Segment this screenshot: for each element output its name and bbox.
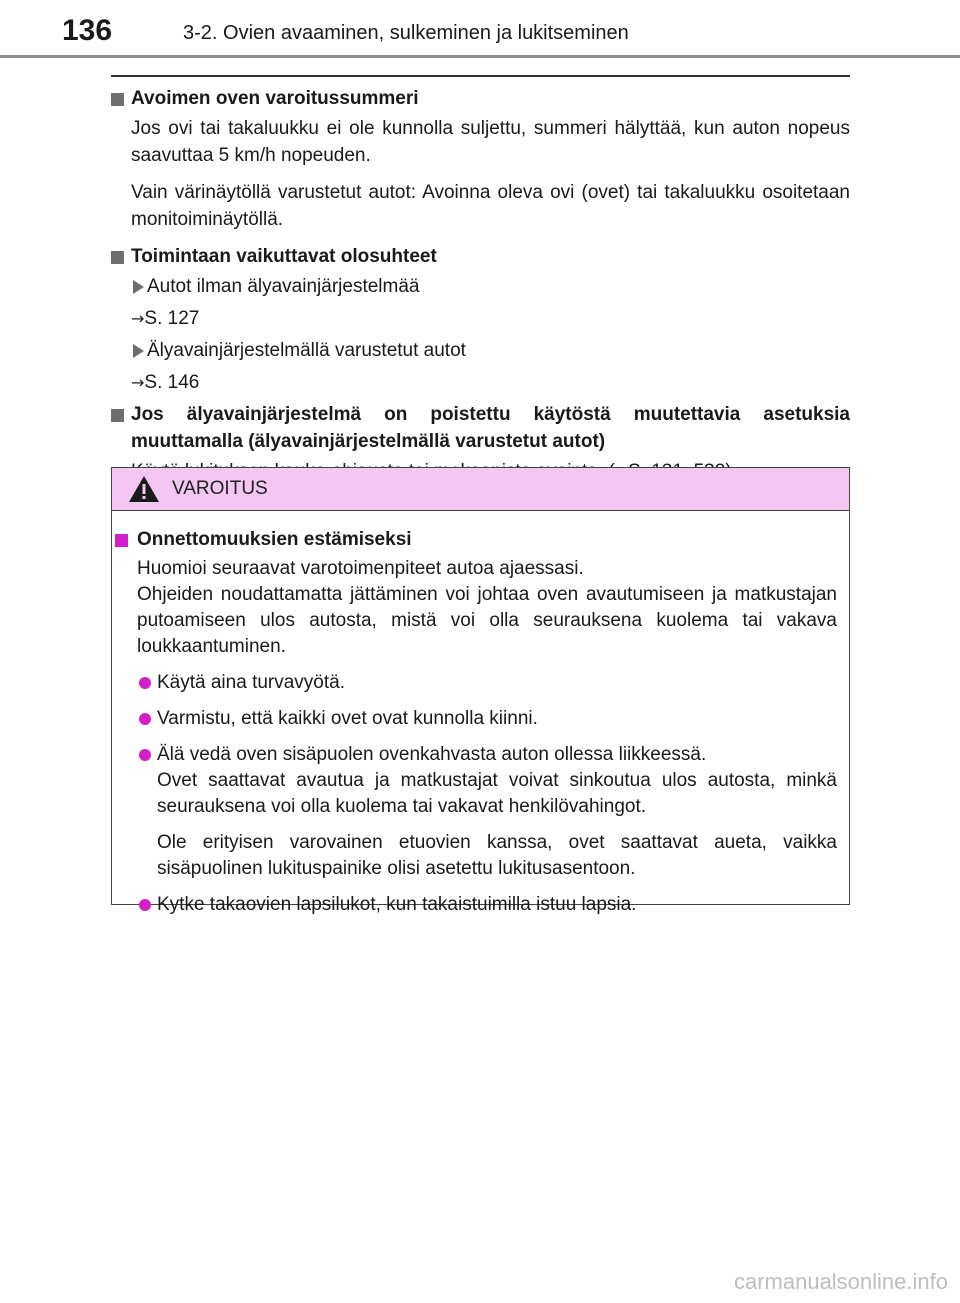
list-item-text: Autot ilman älyavainjärjestelmää	[147, 276, 420, 297]
arrow-icon: →	[131, 373, 145, 392]
square-bullet-icon	[111, 93, 124, 106]
arrow-icon: →	[131, 309, 145, 328]
paragraph: Ohjeiden noudattamatta jättäminen voi johtaa oven avautumiseen ja matkustajan putoamiseen ulos autosta, mistä voi olla seurauksena kuolema tai vakava loukkaantuminen.	[137, 584, 837, 657]
page-reference[interactable]	[111, 369, 850, 396]
section-title: Jos älyavainjärjestelmä on poistettu käytöstä muutettavia asetuksia muuttamalla (älyavainjärjestelmällä varustetut autot)	[131, 404, 850, 452]
square-bullet-icon	[111, 251, 124, 264]
list-item	[115, 892, 837, 918]
circle-bullet-icon	[139, 677, 151, 689]
watermark: carmanualsonline.info	[733, 1269, 948, 1294]
triangle-bullet-icon	[133, 344, 144, 358]
triangle-bullet-icon	[133, 280, 144, 294]
header-divider	[0, 55, 960, 58]
warning-box	[111, 467, 850, 915]
warning-header	[112, 468, 849, 511]
list-item	[111, 273, 850, 300]
warning-label: VAROITUS	[172, 478, 268, 499]
circle-bullet-icon	[139, 899, 151, 911]
section-heading	[111, 243, 850, 270]
circle-bullet-icon	[139, 749, 151, 761]
paragraph: Vain värinäytöllä varustetut autot: Avoinna oleva ovi (ovet) tai takaluukku osoitetaan monitoiminäytöllä.	[131, 182, 850, 230]
warning-title: Onnettomuuksien estämiseksi	[137, 529, 412, 550]
paragraph: Ole erityisen varovainen etuovien kanssa, ovet saattavat aueta, vaikka sisäpuolinen lukituspainike olisi asetettu lukitusasentoon.	[157, 832, 837, 879]
list-item-text: Käytä aina turvavyötä.	[157, 672, 345, 693]
list-item	[115, 670, 837, 696]
page-reference[interactable]	[111, 305, 850, 332]
list-item	[111, 337, 850, 364]
list-item-text: Älyavainjärjestelmällä varustetut autot	[147, 340, 466, 361]
list-item	[115, 706, 837, 732]
main-content	[111, 85, 850, 495]
reference-text: S. 127	[144, 308, 200, 329]
paragraph: Huomioi seuraavat varotoimenpiteet autoa ajaessasi.	[137, 558, 584, 579]
square-bullet-icon	[115, 534, 128, 547]
page-header	[0, 0, 960, 56]
section-title: Toimintaan vaikuttavat olosuhteet	[131, 246, 437, 267]
section-heading	[111, 85, 850, 112]
warning-heading	[115, 527, 837, 553]
section-title: Avoimen oven varoitussummeri	[131, 88, 419, 109]
list-item-text: Älä vedä oven sisäpuolen ovenkahvasta auton ollessa liikkeessä.	[157, 744, 707, 765]
list-item	[115, 742, 837, 768]
chapter-title: 3-2. Ovien avaaminen, sulkeminen ja lukitseminen	[183, 22, 629, 44]
list-item-text: Kytke takaovien lapsilukot, kun takaistuimilla istuu lapsia.	[157, 894, 637, 915]
section-heading	[111, 401, 850, 455]
circle-bullet-icon	[139, 713, 151, 725]
paragraph: Ovet saattavat avautua ja matkustajat voivat sinkoutua ulos autosta, minkä seurauksena voi olla kuolema tai vakavat henkilövahingot.	[157, 770, 837, 817]
section-divider	[111, 75, 850, 77]
warning-body	[112, 511, 849, 918]
square-bullet-icon	[111, 409, 124, 422]
page-number: 136	[62, 14, 113, 47]
paragraph: Jos ovi tai takaluukku ei ole kunnolla suljettu, summeri hälyttää, kun auton nopeus saavuttaa 5 km/h nopeuden.	[131, 118, 850, 166]
warning-triangle-icon	[128, 475, 160, 503]
reference-text: S. 146	[144, 372, 200, 393]
list-item-text: Varmistu, että kaikki ovet ovat kunnolla kiinni.	[157, 708, 538, 729]
